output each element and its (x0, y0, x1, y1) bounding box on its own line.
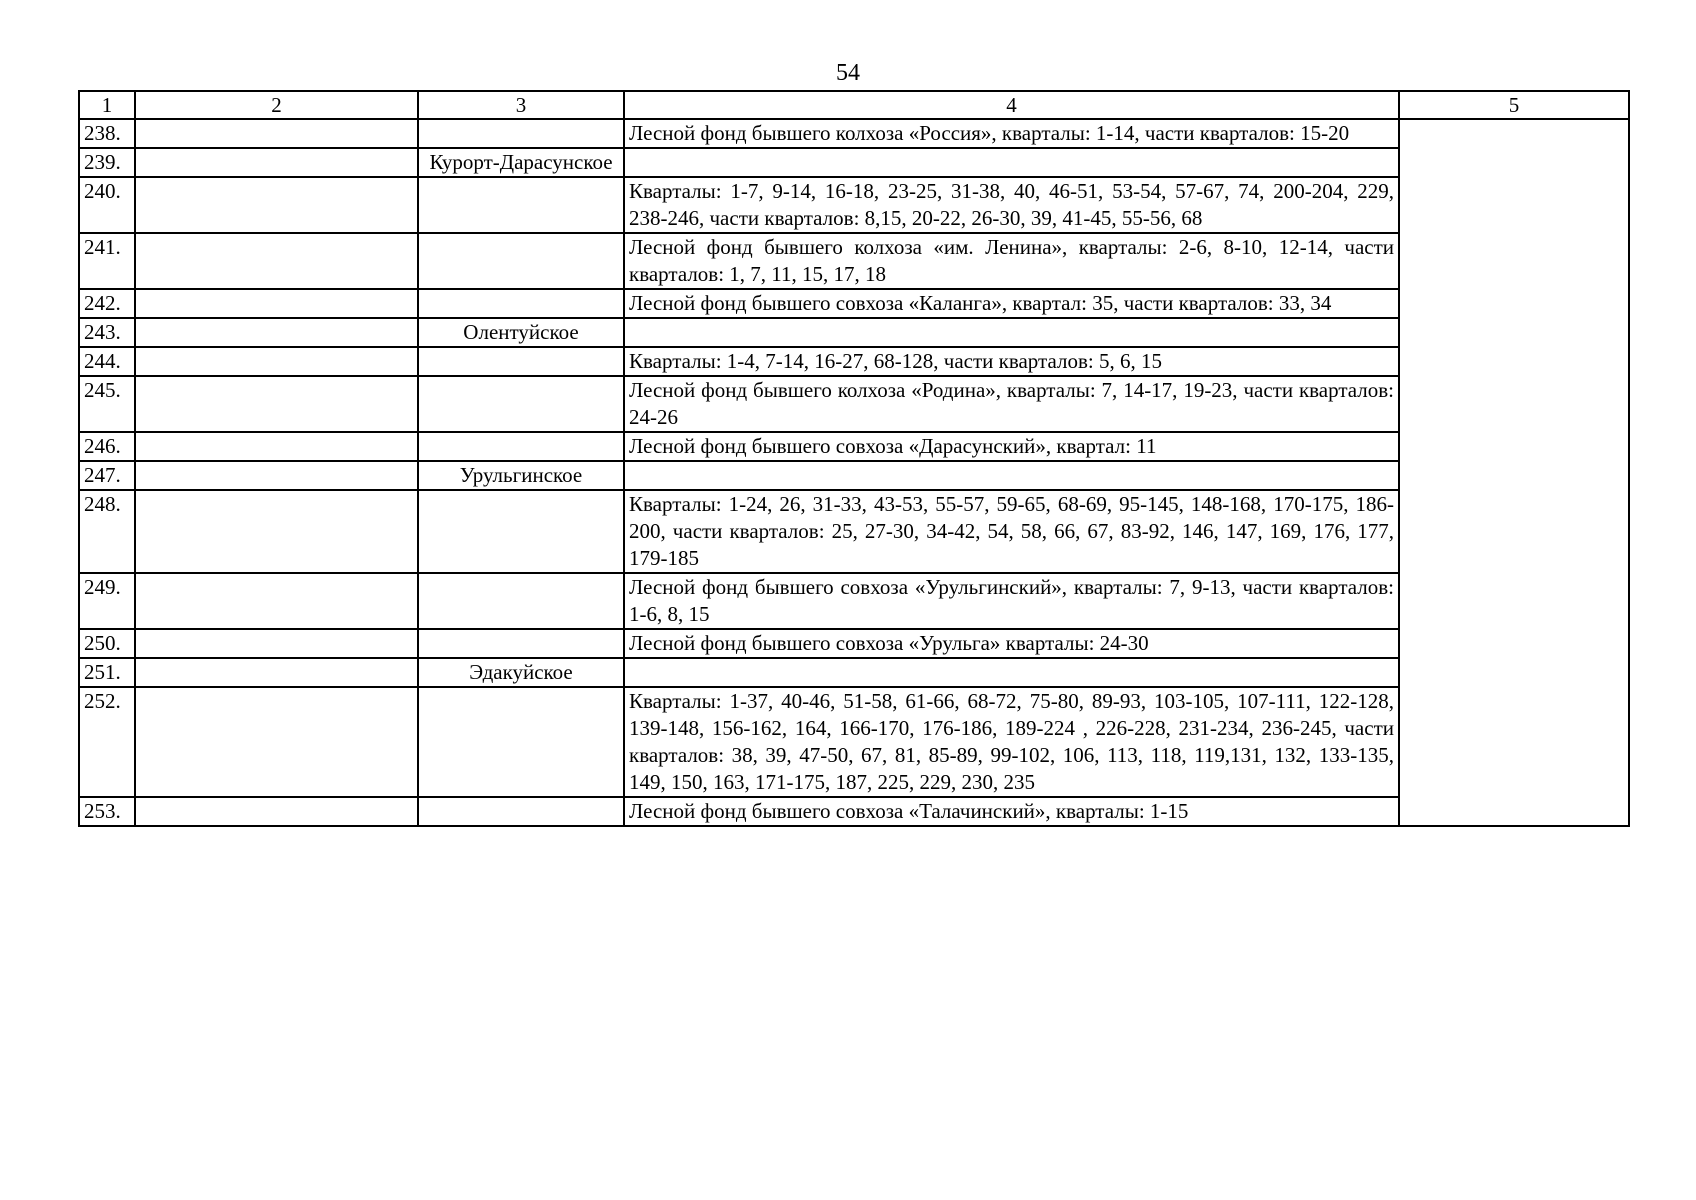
settlement-name: Урульгинское (418, 461, 624, 490)
row-col-2 (135, 687, 418, 797)
forest-quarters-description: Кварталы: 1-4, 7-14, 16-27, 68-128, части кварталов: 5, 6, 15 (624, 347, 1399, 376)
row-col-2 (135, 177, 418, 233)
row-col-2 (135, 658, 418, 687)
table-row (79, 687, 1629, 797)
table-row (79, 318, 1629, 347)
settlement-name (418, 347, 624, 376)
row-col-2 (135, 148, 418, 177)
settlement-name (418, 573, 624, 629)
table-row (79, 289, 1629, 318)
header-col-4: 4 (624, 91, 1399, 119)
table-row (79, 432, 1629, 461)
settlement-name (418, 797, 624, 826)
forest-quarters-description: Кварталы: 1-7, 9-14, 16-18, 23-25, 31-38, 40, 46-51, 53-54, 57-67, 74, 200-204, 229, 238-246, части кварталов: 8,15, 20-22, 26-30, 39, 41-45, 55-56, 68 (624, 177, 1399, 233)
row-number: 245. (79, 376, 135, 432)
row-number: 238. (79, 119, 135, 148)
forest-quarters-description (624, 658, 1399, 687)
row-number: 241. (79, 233, 135, 289)
row-col-2 (135, 376, 418, 432)
row-number: 252. (79, 687, 135, 797)
forest-quarters-description: Лесной фонд бывшего совхоза «Талачинский», кварталы: 1-15 (624, 797, 1399, 826)
settlement-name: Курорт-Дарасунское (418, 148, 624, 177)
table-row (79, 573, 1629, 629)
table-row (79, 629, 1629, 658)
header-col-5: 5 (1399, 91, 1629, 119)
table-body (79, 119, 1629, 826)
row-col-2 (135, 490, 418, 573)
row-number: 242. (79, 289, 135, 318)
forest-quarters-description (624, 318, 1399, 347)
table-row (79, 461, 1629, 490)
settlement-name (418, 119, 624, 148)
row-col-2 (135, 797, 418, 826)
table-row (79, 148, 1629, 177)
forest-quarters-description: Лесной фонд бывшего совхоза «Урульгинский», кварталы: 7, 9-13, части кварталов: 1-6, 8, 15 (624, 573, 1399, 629)
settlement-name (418, 490, 624, 573)
forest-quarters-description: Лесной фонд бывшего совхоза «Каланга», квартал: 35, части кварталов: 33, 34 (624, 289, 1399, 318)
table-row (79, 233, 1629, 289)
header-col-3: 3 (418, 91, 624, 119)
settlement-name (418, 629, 624, 658)
row-col-2 (135, 119, 418, 148)
row-col-2 (135, 347, 418, 376)
forest-quarters-description: Лесной фонд бывшего колхоза «Россия», кварталы: 1-14, части кварталов: 15-20 (624, 119, 1399, 148)
row-col-2 (135, 629, 418, 658)
row-number: 247. (79, 461, 135, 490)
table-row (79, 490, 1629, 573)
row-col-2 (135, 432, 418, 461)
row-number: 248. (79, 490, 135, 573)
row-col-2 (135, 233, 418, 289)
table-row (79, 119, 1629, 148)
settlement-name: Олентуйское (418, 318, 624, 347)
row-col-2 (135, 573, 418, 629)
table-row (79, 376, 1629, 432)
table-row (79, 658, 1629, 687)
row-number: 253. (79, 797, 135, 826)
settlement-name (418, 289, 624, 318)
forest-quarters-description: Кварталы: 1-24, 26, 31-33, 43-53, 55-57, 59-65, 68-69, 95-145, 148-168, 170-175, 186-200, части кварталов: 25, 27-30, 34-42, 54, 58, 66, 67, 83-92, 146, 147, 169, 176, 177, 179-185 (624, 490, 1399, 573)
row-number: 243. (79, 318, 135, 347)
settlement-name (418, 177, 624, 233)
row-number: 240. (79, 177, 135, 233)
settlement-name: Эдакуйское (418, 658, 624, 687)
header-col-2: 2 (135, 91, 418, 119)
forest-quarters-description: Лесной фонд бывшего колхоза «Родина», кварталы: 7, 14-17, 19-23, части кварталов: 24-26 (624, 376, 1399, 432)
page-number: 54 (836, 60, 860, 86)
settlement-name (418, 376, 624, 432)
settlement-name (418, 233, 624, 289)
forest-quarters-description (624, 148, 1399, 177)
header-col-1: 1 (79, 91, 135, 119)
row-number: 250. (79, 629, 135, 658)
forest-quarters-description: Лесной фонд бывшего совхоза «Урульга» кварталы: 24-30 (624, 629, 1399, 658)
settlement-name (418, 432, 624, 461)
row-number: 246. (79, 432, 135, 461)
forest-quarters-description: Кварталы: 1-37, 40-46, 51-58, 61-66, 68-72, 75-80, 89-93, 103-105, 107-111, 122-128, 139-148, 156-162, 164, 166-170, 176-186, 189-224 , 226-228, 231-234, 236-245, части кварталов: 38, 39, 47-50, 67, 81, 85-89, 99-102, 106, 113, 118, 119,131, 132, 133-135, 149, 150, 163, 171-175, 187, 225, 229, 230, 235 (624, 687, 1399, 797)
table-row (79, 347, 1629, 376)
forest-fund-table (78, 90, 1630, 827)
forest-quarters-description (624, 461, 1399, 490)
settlement-name (418, 687, 624, 797)
row-number: 244. (79, 347, 135, 376)
row-number: 249. (79, 573, 135, 629)
row-col-2 (135, 289, 418, 318)
row-number: 239. (79, 148, 135, 177)
row-col-2 (135, 461, 418, 490)
row-number: 251. (79, 658, 135, 687)
forest-quarters-description: Лесной фонд бывшего совхоза «Дарасунский», квартал: 11 (624, 432, 1399, 461)
table-row (79, 177, 1629, 233)
row-col-2 (135, 318, 418, 347)
table-header-row (79, 91, 1629, 119)
table-row (79, 797, 1629, 826)
forest-quarters-description: Лесной фонд бывшего колхоза «им. Ленина», кварталы: 2-6, 8-10, 12-14, части кварталов: 1, 7, 11, 15, 17, 18 (624, 233, 1399, 289)
row-col-5 (1399, 119, 1629, 826)
